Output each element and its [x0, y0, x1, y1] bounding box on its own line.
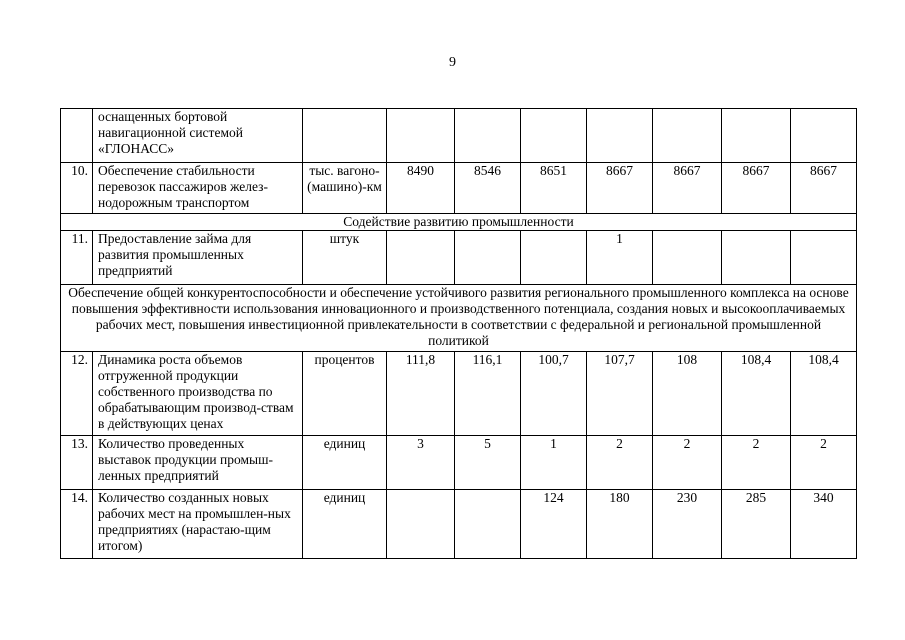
value-cell — [455, 109, 521, 163]
row-number: 11. — [61, 231, 93, 285]
row-number: 13. — [61, 436, 93, 490]
value-cell: 108 — [653, 352, 722, 436]
value-cell — [653, 109, 722, 163]
indicators-table — [60, 108, 857, 559]
row-number: 12. — [61, 352, 93, 436]
value-cell: 2 — [653, 436, 722, 490]
value-cell: 8667 — [587, 163, 653, 214]
value-cell — [455, 231, 521, 285]
indicator-name: Количество проведенных выставок продукции промыш-ленных предприятий — [93, 436, 303, 490]
value-cell: 124 — [521, 490, 587, 559]
value-cell — [722, 231, 791, 285]
value-cell: 108,4 — [722, 352, 791, 436]
value-cell: 340 — [791, 490, 857, 559]
indicator-name: Обеспечение стабильности перевозок пассажиров желез-нодорожным транспортом — [93, 163, 303, 214]
indicator-name: Предоставление займа для развития промышленных предприятий — [93, 231, 303, 285]
unit-cell: единиц — [303, 436, 387, 490]
indicator-name: оснащенных бортовой навигационной системой «ГЛОНАСС» — [93, 109, 303, 163]
value-cell: 8546 — [455, 163, 521, 214]
value-cell — [387, 109, 455, 163]
value-cell: 285 — [722, 490, 791, 559]
value-cell — [587, 109, 653, 163]
value-cell: 116,1 — [455, 352, 521, 436]
unit-cell: единиц — [303, 490, 387, 559]
value-cell: 8667 — [791, 163, 857, 214]
value-cell: 100,7 — [521, 352, 587, 436]
unit-cell: процентов — [303, 352, 387, 436]
value-cell — [653, 231, 722, 285]
row-number: 10. — [61, 163, 93, 214]
value-cell — [791, 109, 857, 163]
value-cell — [521, 231, 587, 285]
value-cell: 1 — [587, 231, 653, 285]
row-number — [61, 109, 93, 163]
value-cell — [722, 109, 791, 163]
value-cell: 230 — [653, 490, 722, 559]
unit-cell — [303, 109, 387, 163]
value-cell: 2 — [722, 436, 791, 490]
value-cell — [387, 490, 455, 559]
value-cell: 8667 — [722, 163, 791, 214]
unit-cell: тыс. вагоно-(машино)-км — [303, 163, 387, 214]
indicator-name: Количество созданных новых рабочих мест на промышлен-ных предприятиях (нарастаю-щим итогом) — [93, 490, 303, 559]
value-cell — [387, 231, 455, 285]
section-header: Содействие развитию промышленности — [61, 214, 857, 231]
page-number: 9 — [449, 55, 456, 70]
value-cell: 1 — [521, 436, 587, 490]
value-cell — [521, 109, 587, 163]
value-cell: 8490 — [387, 163, 455, 214]
value-cell: 3 — [387, 436, 455, 490]
value-cell: 2 — [587, 436, 653, 490]
section-header: Обеспечение общей конкурентоспособности и обеспечение устойчивого развития регионального промышленного комплекса на основе повышения эффективности использования инновационного и производственного потенциала, создания новых и высокооплачиваемых рабочих мест, повышения инвестиционной привлекательности в соответствии с федеральной и региональной промышленной политикой — [61, 285, 857, 352]
value-cell: 5 — [455, 436, 521, 490]
indicator-name: Динамика роста объемов отгруженной продукции собственного производства по обрабатывающим производ-ствам в действующих ценах — [93, 352, 303, 436]
value-cell: 107,7 — [587, 352, 653, 436]
unit-cell: штук — [303, 231, 387, 285]
value-cell: 8651 — [521, 163, 587, 214]
value-cell: 180 — [587, 490, 653, 559]
value-cell: 2 — [791, 436, 857, 490]
value-cell: 108,4 — [791, 352, 857, 436]
value-cell: 111,8 — [387, 352, 455, 436]
value-cell — [455, 490, 521, 559]
row-number: 14. — [61, 490, 93, 559]
value-cell — [791, 231, 857, 285]
value-cell: 8667 — [653, 163, 722, 214]
